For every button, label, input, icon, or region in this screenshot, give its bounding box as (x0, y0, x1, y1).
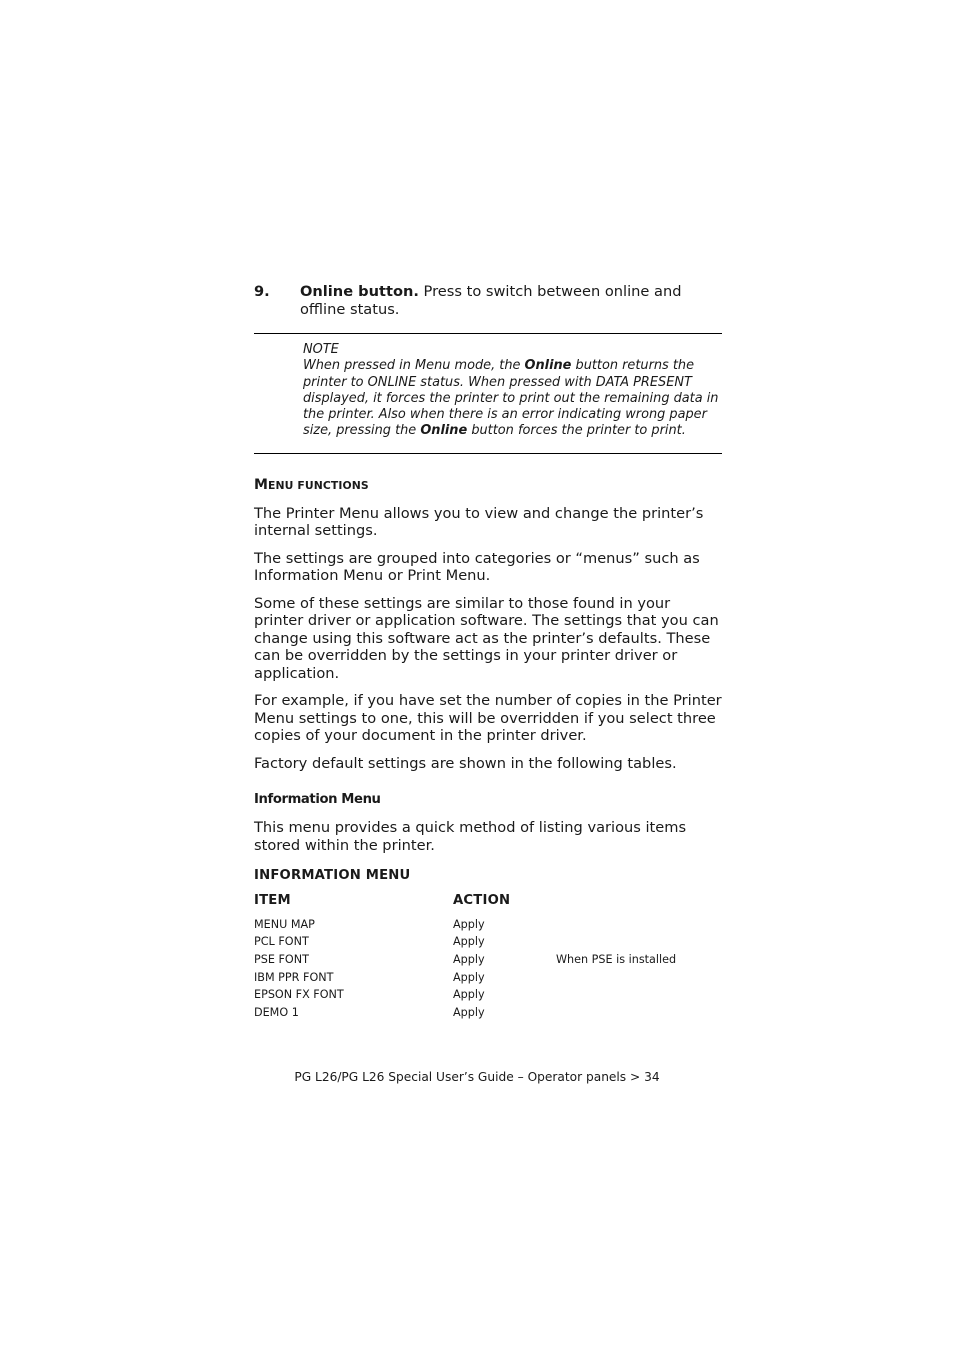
note-cell (556, 933, 722, 951)
step-text: Press to switch between online and offline status. (300, 283, 682, 318)
item-cell: EPSON FX FONT (254, 988, 344, 1002)
table-row (254, 915, 722, 933)
action-cell: Apply (453, 953, 485, 966)
column-header-action: ACTION (453, 893, 511, 909)
paragraph: The Printer Menu allows you to view and change the printer’s internal settings. (254, 504, 704, 540)
section-heading-menu-functions: MENU FUNCTIONS (254, 476, 369, 493)
paragraph: Some of these settings are similar to those found in your printer driver or application software. The settings that you can change using this software act as the printer’s defaults. These can be overridden by the settings in your printer driver or application. (254, 594, 719, 682)
item-cell: MENU MAP (254, 917, 315, 931)
note-label: NOTE (303, 342, 339, 357)
note-cell (556, 968, 722, 986)
subheading-information-menu: Information Menu (254, 792, 381, 808)
table-title: INFORMATION MENU (254, 868, 411, 884)
online-term: Online (420, 423, 468, 439)
action-cell: Apply (453, 917, 485, 931)
table-row (254, 1004, 722, 1022)
item-cell: DEMO 1 (254, 1006, 299, 1020)
note-cell (556, 1004, 722, 1022)
table-row (254, 986, 722, 1004)
step-title: Online button. (300, 283, 419, 300)
action-cell: Apply (453, 1006, 485, 1020)
paragraph: The settings are grouped into categories or “menus” such as Information Menu or Print Menu. (254, 549, 700, 585)
column-header-note (556, 893, 722, 915)
action-cell: Apply (453, 988, 485, 1002)
table-row (254, 968, 722, 986)
note-cell (556, 915, 722, 933)
column-header-item: ITEM (254, 893, 291, 909)
online-term: Online (524, 358, 572, 374)
item-cell: PSE FONT (254, 953, 309, 966)
note-box (254, 333, 722, 454)
page-footer: PG L26/PG L26 Special User’s Guide – Operator panels > 34 (294, 1070, 660, 1084)
paragraph: Factory default settings are shown in the following tables. (254, 754, 677, 772)
step-number: 9. (254, 283, 270, 300)
note-cell (556, 986, 722, 1004)
table-row (254, 951, 722, 969)
note-cell: When PSE is installed (556, 953, 677, 966)
action-cell: Apply (453, 970, 485, 984)
note-text: When pressed in Menu mode, the Online button returns the printer to ONLINE status. When pressed with DATA PRESENT displayed, it forces the printer to print out the remaining data in the printer. Also when there is an error indicating wrong paper size, pressing the Online button forces the printer to print. (303, 358, 719, 439)
item-cell: IBM PPR FONT (254, 970, 334, 984)
paragraph: This menu provides a quick method of listing various items stored within the printer. (254, 819, 687, 854)
action-cell: Apply (453, 935, 485, 949)
item-cell: PCL FONT (254, 935, 309, 949)
paragraph: For example, if you have set the number of copies in the Printer Menu settings to one, this will be overridden if you select three copies of your document in the printer driver. (254, 692, 722, 745)
table-row (254, 933, 722, 951)
step-item (254, 283, 722, 318)
page-content (254, 283, 722, 1021)
information-menu-table (254, 893, 722, 1021)
table-header-row (254, 893, 722, 915)
